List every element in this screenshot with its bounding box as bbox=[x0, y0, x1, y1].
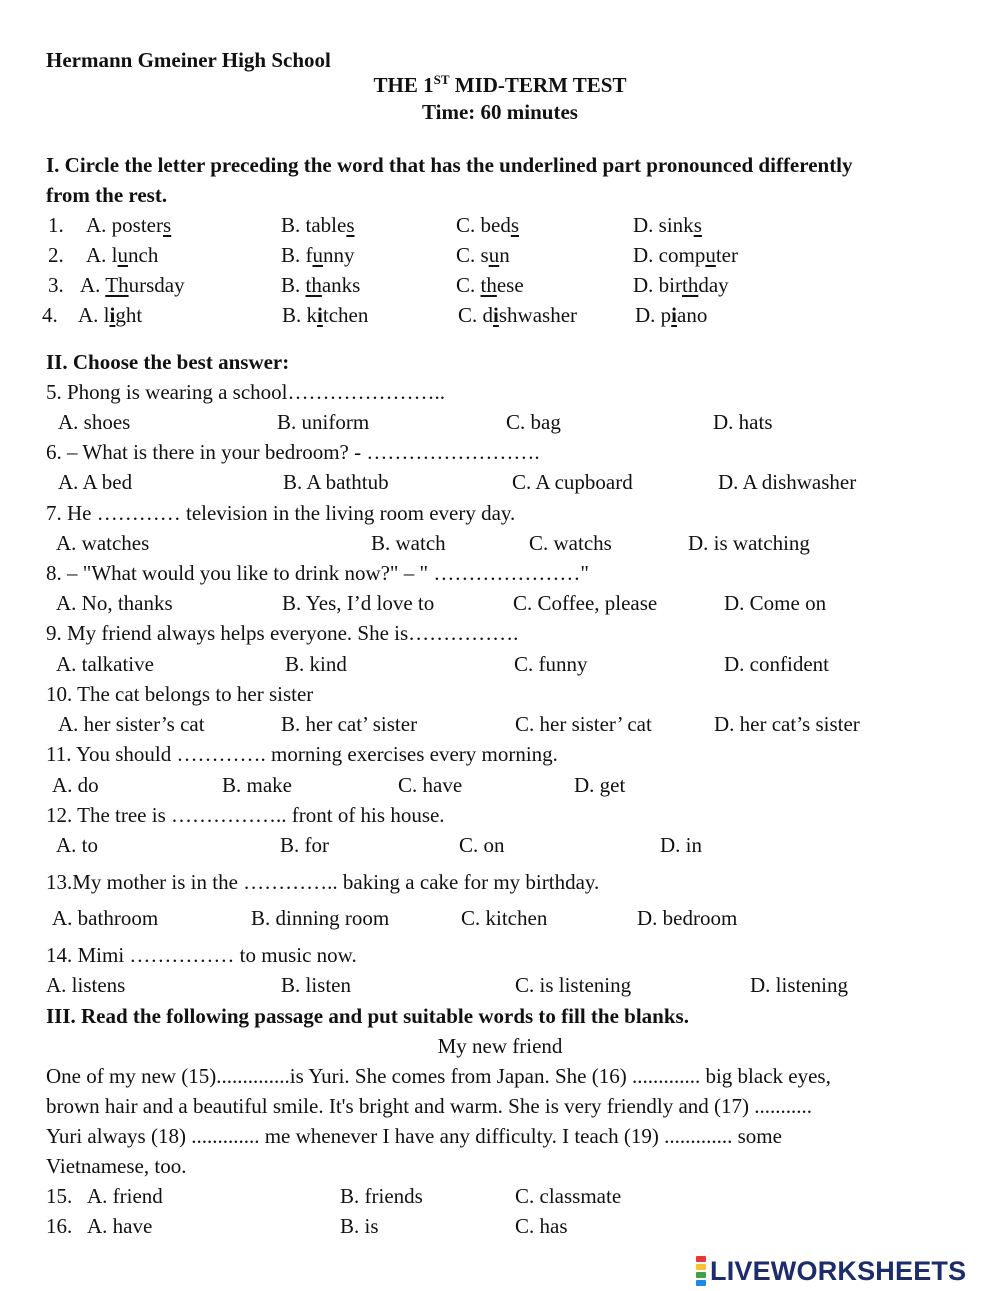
q12-option-c[interactable]: C. on bbox=[459, 833, 505, 857]
q3-option-c[interactable]: C. these bbox=[456, 273, 524, 297]
q4-option-a[interactable]: A. light bbox=[78, 303, 143, 327]
q4-option-b[interactable]: B. kitchen bbox=[282, 303, 369, 327]
q5-stem: 5. Phong is wearing a school………………….. bbox=[46, 380, 445, 404]
q13-stem: 13.My mother is in the ………….. baking a cake for my birthday. bbox=[46, 870, 600, 894]
q16-number: 16. bbox=[46, 1214, 73, 1238]
q13-option-c[interactable]: C. kitchen bbox=[461, 906, 548, 930]
q9-option-a[interactable]: A. talkative bbox=[56, 652, 154, 676]
q5-option-b[interactable]: B. uniform bbox=[277, 410, 370, 434]
q6-option-b[interactable]: B. A bathtub bbox=[283, 470, 389, 494]
q2-option-b[interactable]: B. funny bbox=[281, 243, 355, 267]
q6-stem: 6. – What is there in your bedroom? - ……………………. bbox=[46, 440, 540, 464]
liveworksheets-logo[interactable] bbox=[696, 1256, 966, 1286]
passage-line: Yuri always (18) ............. me whenever I have any difficulty. I teach (19) ............. some bbox=[46, 1124, 782, 1148]
q8-option-b[interactable]: B. Yes, I’d love to bbox=[282, 591, 435, 615]
q12-option-d[interactable]: D. in bbox=[660, 833, 702, 857]
q14-stem: 14. Mimi …………… to music now. bbox=[46, 943, 357, 967]
test-time: Time: 60 minutes bbox=[422, 100, 578, 124]
q2-option-a[interactable]: A. lunch bbox=[86, 243, 159, 267]
q10-stem: 10. The cat belongs to her sister bbox=[46, 682, 314, 706]
q13-option-a[interactable]: A. bathroom bbox=[52, 906, 159, 930]
q11-option-b[interactable]: B. make bbox=[222, 773, 292, 797]
q12-option-b[interactable]: B. for bbox=[280, 833, 329, 857]
q3-option-a[interactable]: A. Thursday bbox=[80, 273, 185, 297]
q16-option-a[interactable]: A. have bbox=[87, 1214, 153, 1238]
passage-line: Vietnamese, too. bbox=[46, 1154, 187, 1178]
q1-option-c[interactable]: C. beds bbox=[456, 213, 520, 237]
q10-option-c[interactable]: C. her sister’ cat bbox=[515, 712, 652, 736]
q8-stem: 8. – "What would you like to drink now?" – " …………………" bbox=[46, 561, 589, 585]
q2-option-c[interactable]: C. sun bbox=[456, 243, 510, 267]
q3-option-d[interactable]: D. birthday bbox=[633, 273, 729, 297]
q9-option-c[interactable]: C. funny bbox=[514, 652, 588, 676]
q14-option-c[interactable]: C. is listening bbox=[515, 973, 632, 997]
q15-number: 15. bbox=[46, 1184, 73, 1208]
q1-number: 1. bbox=[48, 213, 64, 237]
logo-mark-icon bbox=[696, 1256, 706, 1286]
logo-text: LIVEWORKSHEETS bbox=[710, 1255, 967, 1286]
q1-option-a[interactable]: A. posters bbox=[86, 213, 172, 237]
q2-option-d[interactable]: D. computer bbox=[633, 243, 738, 267]
q3-option-b[interactable]: B. thanks bbox=[281, 273, 361, 297]
q8-option-d[interactable]: D. Come on bbox=[724, 591, 827, 615]
q10-option-a[interactable]: A. her sister’s cat bbox=[58, 712, 205, 736]
q4-option-d[interactable]: D. piano bbox=[635, 303, 708, 327]
q14-option-a[interactable]: A. listens bbox=[46, 973, 126, 997]
logo-block-red bbox=[696, 1256, 706, 1262]
q14-option-d[interactable]: D. listening bbox=[750, 973, 848, 997]
section3-title: III. Read the following passage and put suitable words to fill the blanks. bbox=[46, 1004, 689, 1028]
q16-option-b[interactable]: B. is bbox=[340, 1214, 379, 1238]
q10-option-b[interactable]: B. her cat’ sister bbox=[281, 712, 418, 736]
q11-option-a[interactable]: A. do bbox=[52, 773, 99, 797]
q5-option-c[interactable]: C. bag bbox=[506, 410, 561, 434]
q6-option-d[interactable]: D. A dishwasher bbox=[718, 470, 857, 494]
q13-option-b[interactable]: B. dinning room bbox=[251, 906, 390, 930]
q7-option-b[interactable]: B. watch bbox=[371, 531, 446, 555]
q11-option-d[interactable]: D. get bbox=[574, 773, 626, 797]
q7-option-a[interactable]: A. watches bbox=[56, 531, 150, 555]
q7-stem: 7. He ………… television in the living room every day. bbox=[46, 501, 516, 525]
q1-option-b[interactable]: B. tables bbox=[281, 213, 355, 237]
passage-line: One of my new (15)..............is Yuri. She comes from Japan. She (16) ............. big black eyes, bbox=[46, 1064, 831, 1088]
q12-stem: 12. The tree is …………….. front of his house. bbox=[46, 803, 445, 827]
q16-option-c[interactable]: C. has bbox=[515, 1214, 568, 1238]
q5-option-a[interactable]: A. shoes bbox=[58, 410, 131, 434]
q14-option-b[interactable]: B. listen bbox=[281, 973, 352, 997]
q9-option-d[interactable]: D. confident bbox=[724, 652, 829, 676]
logo-block-blue bbox=[696, 1280, 706, 1286]
q13-option-d[interactable]: D. bedroom bbox=[637, 906, 738, 930]
q3-number: 3. bbox=[48, 273, 64, 297]
q9-stem: 9. My friend always helps everyone. She is……………. bbox=[46, 621, 519, 645]
q11-stem: 11. You should …………. morning exercises every morning. bbox=[46, 742, 558, 766]
q15-option-c[interactable]: C. classmate bbox=[515, 1184, 622, 1208]
q4-number: 4. bbox=[42, 303, 58, 327]
q15-option-b[interactable]: B. friends bbox=[340, 1184, 423, 1208]
logo-block-green bbox=[696, 1272, 706, 1278]
section2-title: II. Choose the best answer: bbox=[46, 350, 290, 374]
section1-title-line2: from the rest. bbox=[46, 183, 168, 207]
q7-option-d[interactable]: D. is watching bbox=[688, 531, 810, 555]
q12-option-a[interactable]: A. to bbox=[56, 833, 98, 857]
q10-option-d[interactable]: D. her cat’s sister bbox=[714, 712, 860, 736]
q9-option-b[interactable]: B. kind bbox=[285, 652, 347, 676]
passage-title: My new friend bbox=[437, 1034, 563, 1058]
q8-option-c[interactable]: C. Coffee, please bbox=[513, 591, 658, 615]
section1-title-line1: I. Circle the letter preceding the word that has the underlined part pronounced differently bbox=[46, 153, 853, 177]
logo-block-yellow bbox=[696, 1264, 706, 1270]
passage-line: brown hair and a beautiful smile. It's bright and warm. She is very friendly and (17) ........... bbox=[46, 1094, 813, 1118]
q5-option-d[interactable]: D. hats bbox=[713, 410, 773, 434]
q15-option-a[interactable]: A. friend bbox=[87, 1184, 163, 1208]
q1-option-d[interactable]: D. sinks bbox=[633, 213, 702, 237]
q11-option-c[interactable]: C. have bbox=[398, 773, 463, 797]
q7-option-c[interactable]: C. watchs bbox=[529, 531, 612, 555]
q6-option-c[interactable]: C. A cupboard bbox=[512, 470, 633, 494]
q6-option-a[interactable]: A. A bed bbox=[58, 470, 133, 494]
test-title: THE 1ST MID-TERM TEST bbox=[373, 72, 627, 97]
school-name: Hermann Gmeiner High School bbox=[46, 48, 331, 72]
q8-option-a[interactable]: A. No, thanks bbox=[56, 591, 173, 615]
q2-number: 2. bbox=[48, 243, 64, 267]
q4-option-c[interactable]: C. dishwasher bbox=[458, 303, 578, 327]
